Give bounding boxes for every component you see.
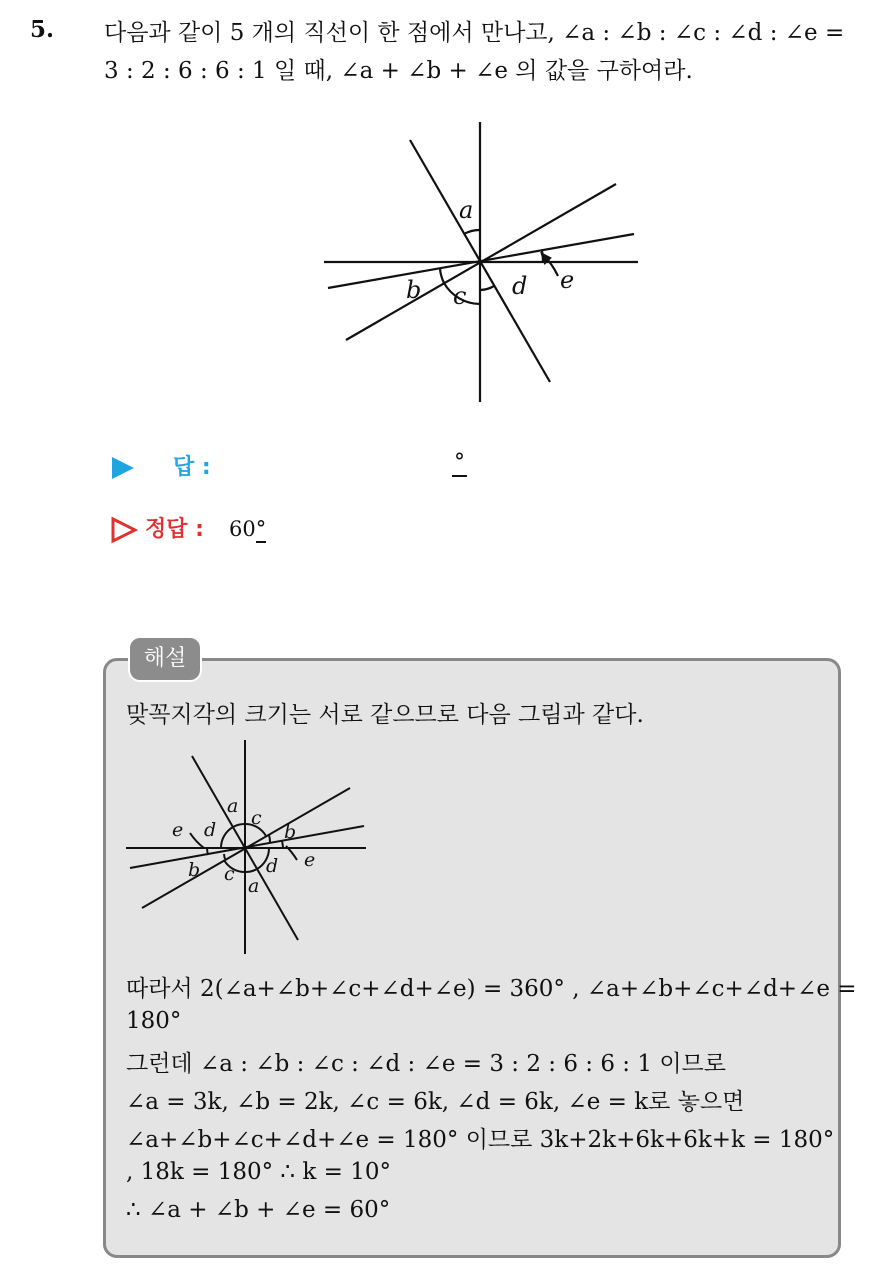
label-c: c: [453, 282, 467, 310]
solution-line-4: ∠a = 3k, ∠b = 2k, ∠c = 6k, ∠d = 6k, ∠e = k로 놓으면: [126, 1089, 745, 1115]
solution-line-1: 따라서 2(∠a+∠b+∠c+∠d+∠e) = 360° , ∠a+∠b+∠c+∠d+∠e =: [126, 976, 857, 1002]
figure-five-lines: [320, 118, 650, 408]
arc-a: [464, 230, 480, 234]
label2-e-left: e: [172, 819, 184, 841]
answer-row: [110, 450, 211, 481]
label2-a-top: a: [227, 795, 239, 817]
solution-line-7: ∴ ∠a + ∠b + ∠e = 60°: [126, 1197, 391, 1223]
label2-b-right: b: [284, 821, 297, 843]
solution-tag: 해설: [128, 636, 202, 682]
label2-a-bottom: a: [248, 875, 260, 897]
arc-b: [440, 269, 444, 283]
solution-line-2: 180°: [126, 1008, 182, 1034]
label2-d-right: d: [266, 855, 279, 877]
label-a: a: [459, 196, 474, 224]
label-b: b: [406, 276, 422, 304]
solution-line-5: ∠a+∠b+∠c+∠d+∠e = 180° 이므로 3k+2k+6k+6k+k = 180°: [126, 1127, 835, 1153]
solution-line-6: , 18k = 180° ∴ k = 10°: [126, 1159, 391, 1185]
figure-vertical-angles: [120, 738, 370, 958]
label-e: e: [560, 266, 575, 294]
correct-answer-label: 정답 :: [145, 517, 204, 542]
question-line-1: 다음과 같이 5 개의 직선이 한 점에서 만나고, ∠a : ∠b : ∠c : ∠d : ∠e =: [104, 20, 845, 46]
solution-line-3: 그런데 ∠a : ∠b : ∠c : ∠d : ∠e = 3 : 2 : 6 : 6 : 1 이므로: [126, 1051, 726, 1077]
label2-b-left: b: [188, 859, 201, 881]
label-d: d: [512, 272, 528, 300]
label2-e-right: e: [304, 849, 316, 871]
outline-triangle-icon: [110, 516, 138, 544]
answer-label: 답 :: [173, 455, 211, 480]
correct-answer-row: [110, 512, 266, 544]
correct-answer-value: 60°: [228, 517, 267, 541]
play-triangle-icon: [110, 455, 136, 481]
label2-c-top: c: [251, 807, 262, 829]
question-text: [104, 14, 874, 90]
label2-c-bottom: c: [224, 863, 235, 885]
question-number: 5.: [30, 16, 55, 43]
arc-d: [480, 286, 494, 290]
question-line-2: 3 : 2 : 6 : 6 : 1 일 때, ∠a + ∠b + ∠e 의 값을 구하여라.: [104, 58, 693, 84]
label2-d-left: d: [204, 819, 217, 841]
answer-blank[interactable]: °: [454, 450, 465, 475]
solution-intro: 맞꼭지각의 크기는 서로 같으므로 다음 그림과 같다.: [126, 702, 644, 728]
